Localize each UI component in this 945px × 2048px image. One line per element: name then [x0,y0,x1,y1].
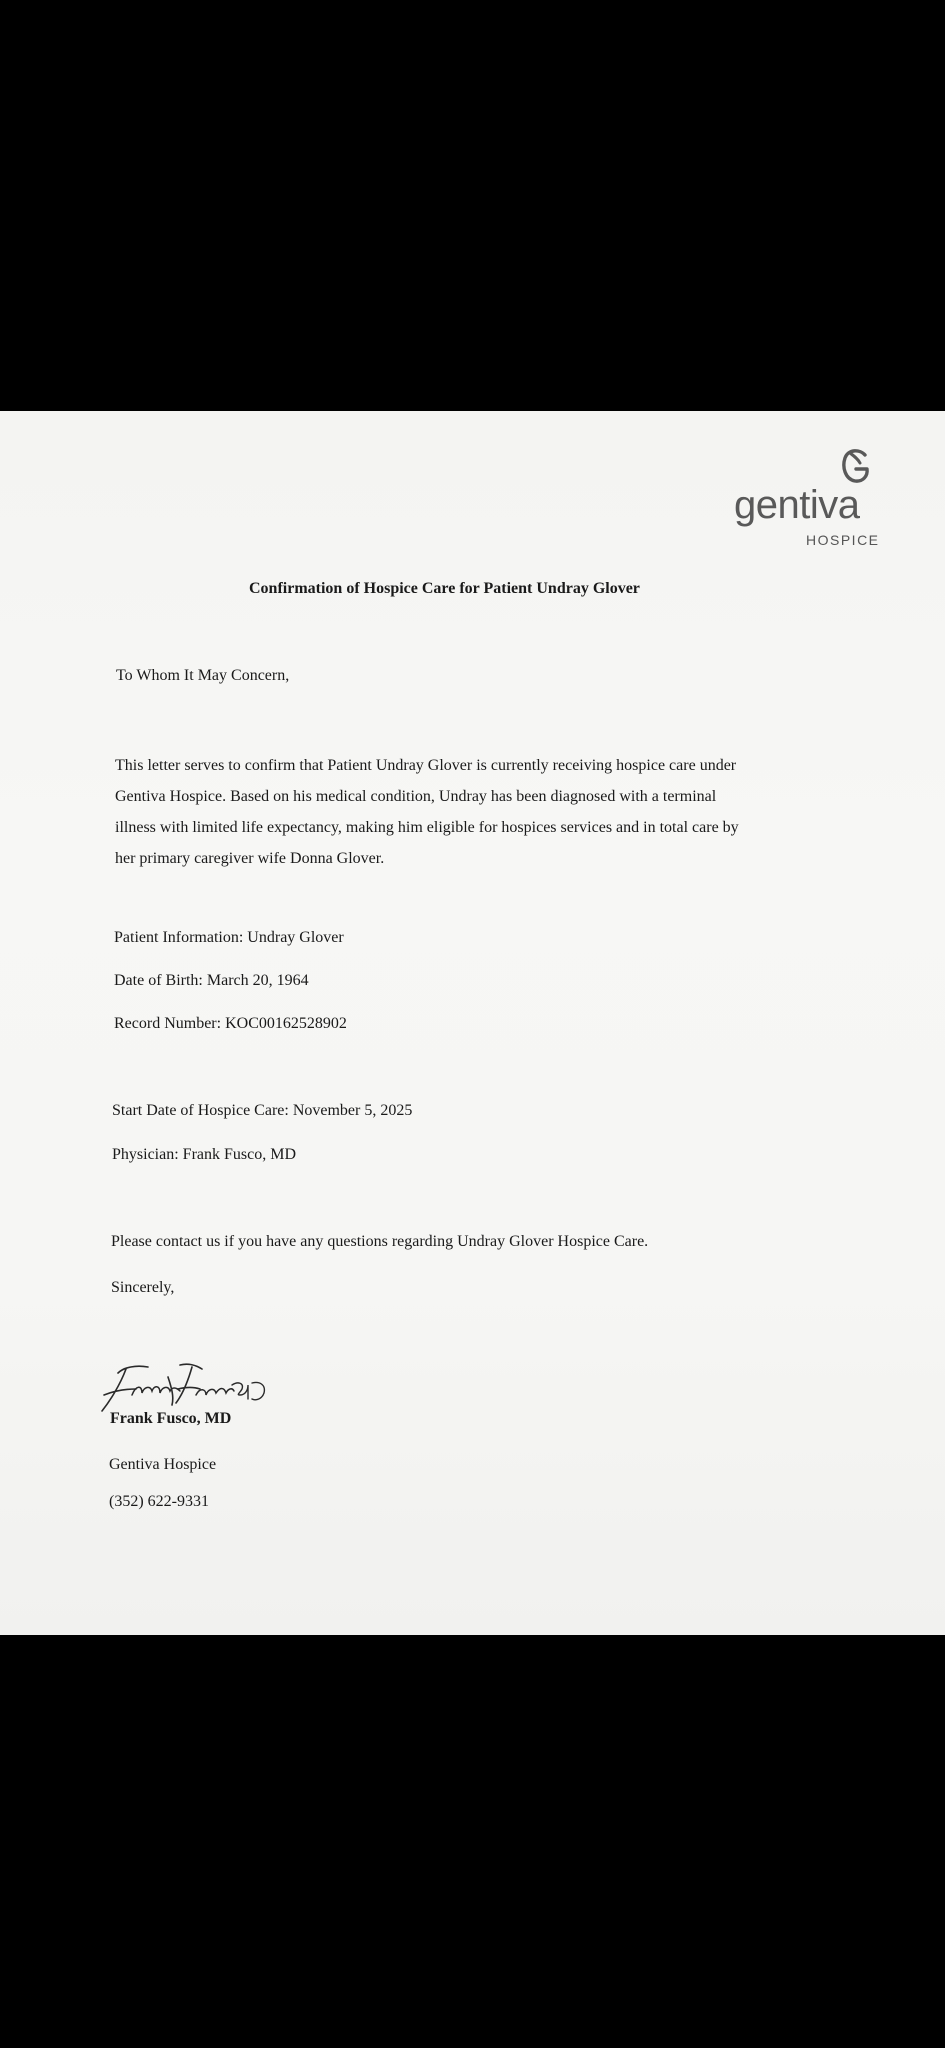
salutation: To Whom It May Concern, [116,667,290,684]
start-date: Start Date of Hospice Care: November 5, 2025 [112,1102,413,1119]
signer-name: Frank Fusco, MD [110,1410,232,1427]
closing: Sincerely, [111,1279,175,1296]
gentiva-g-logo-icon [836,447,876,487]
patient-information: Patient Information: Undray Glover [114,929,344,946]
letter-title: Confirmation of Hospice Care for Patient Undray Glover [249,580,640,597]
body-line: Gentiva Hospice. Based on his medical condition, Undray has been diagnosed with a terminal [115,788,717,805]
organization: Gentiva Hospice [109,1456,217,1473]
body-paragraph [115,750,835,874]
logo-subtitle: HOSPICE [806,532,880,548]
date-of-birth: Date of Birth: March 20, 1964 [114,972,309,989]
body-line: illness with limited life expectancy, making him eligible for hospices services and in total care by [115,819,739,836]
physician: Physician: Frank Fusco, MD [112,1146,296,1163]
gentiva-logo [730,447,880,548]
phone-number: (352) 622-9331 [109,1493,209,1510]
logo-wordmark: gentiva [734,483,860,527]
letter-photo [0,411,945,1635]
record-number: Record Number: KOC00162528902 [114,1015,347,1032]
body-line: This letter serves to confirm that Patient Undray Glover is currently receiving hospice care under [115,757,737,774]
body-line: her primary caregiver wife Donna Glover. [115,850,385,867]
contact-line: Please contact us if you have any questions regarding Undray Glover Hospice Care. [111,1233,649,1250]
